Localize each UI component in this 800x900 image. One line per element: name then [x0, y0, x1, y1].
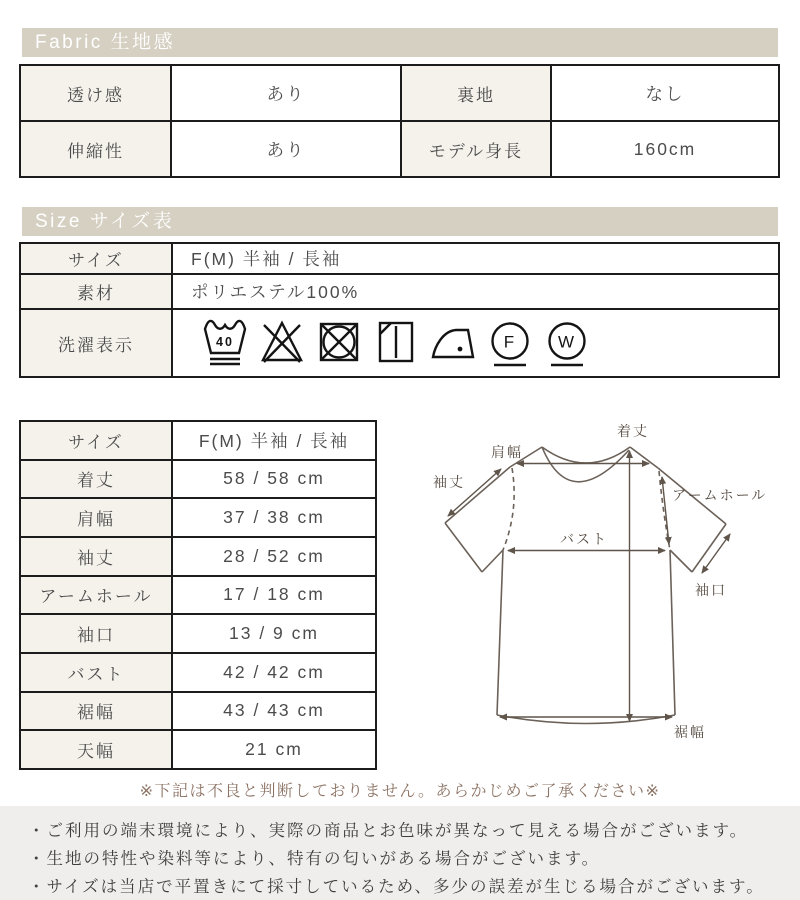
diagram-label-cuff: 袖口 [695, 582, 727, 598]
tshirt-measurement-diagram [400, 415, 800, 785]
svg-text:40: 40 [216, 335, 234, 349]
meas-label-top-width: 天幅 [20, 730, 172, 769]
fabric-label-sheerness: 透け感 [20, 65, 171, 121]
table-row [20, 243, 779, 274]
table-row [20, 274, 779, 309]
spec-label-size: サイズ [20, 243, 172, 274]
meas-value-shoulder-width: 37 / 38 cm [172, 498, 376, 537]
fabric-label-stretch: 伸縮性 [20, 121, 171, 177]
table-row [20, 421, 376, 460]
size-section-header [22, 207, 778, 236]
meas-value-sleeve-length: 28 / 52 cm [172, 537, 376, 576]
meas-label-sleeve-length: 袖丈 [20, 537, 172, 576]
meas-value-armhole: 17 / 18 cm [172, 576, 376, 615]
table-row [20, 692, 376, 731]
table-row [20, 460, 376, 499]
care-symbols-row [191, 315, 778, 371]
meas-value-body-length: 58 / 58 cm [172, 460, 376, 499]
svg-text:F: F [503, 332, 517, 352]
meas-label-hem-width: 裾幅 [20, 692, 172, 731]
fabric-value-sheerness: あり [171, 65, 401, 121]
table-row [20, 576, 376, 615]
diagram-label-sleeve-length: 袖丈 [433, 474, 465, 490]
meas-value-hem-width: 43 / 43 cm [172, 692, 376, 731]
note-size-tolerance: ・サイズは当店で平置きにて採寸しているため、多少の誤差が生じる場合がございます。 [28, 878, 765, 896]
meas-label-body-length: 着丈 [20, 460, 172, 499]
table-row [20, 653, 376, 692]
meas-header-value: F(M) 半袖 / 長袖 [172, 421, 376, 460]
table-row [20, 730, 376, 769]
spec-label-care: 洗濯表示 [20, 309, 172, 377]
diagram-label-shoulder-width: 肩幅 [491, 444, 523, 460]
wash-40-very-gentle-icon [202, 315, 248, 371]
fabric-value-lining: なし [551, 65, 779, 121]
table-row [20, 65, 779, 121]
no-tumble-dry-icon [316, 315, 362, 371]
svg-text:W: W [557, 332, 577, 352]
line-dry-in-shade-icon [373, 315, 419, 371]
meas-value-bust: 42 / 42 cm [172, 653, 376, 692]
meas-header-label: サイズ [20, 421, 172, 460]
meas-value-top-width: 21 cm [172, 730, 376, 769]
cuff-arrow [702, 534, 730, 573]
meas-label-shoulder-width: 肩幅 [20, 498, 172, 537]
meas-label-cuff: 袖口 [20, 614, 172, 653]
no-bleach-icon [259, 315, 305, 371]
spec-table [19, 242, 780, 378]
iron-low-heat-icon [430, 315, 476, 371]
notice-title: ※下記は不良と判断しておりません。あらかじめご了承ください※ [139, 783, 661, 800]
spec-value-material: ポリエステル100% [172, 274, 779, 309]
table-row [20, 121, 779, 177]
fabric-label-lining: 裏地 [401, 65, 551, 121]
fabric-section-title: Fabric 生地感 [35, 32, 176, 53]
table-row [20, 537, 376, 576]
fabric-table [19, 64, 780, 178]
table-row [20, 614, 376, 653]
fabric-value-model-height: 160cm [551, 121, 779, 177]
table-row [20, 498, 376, 537]
care-symbols-cell [172, 309, 779, 377]
fabric-label-model-height: モデル身長 [401, 121, 551, 177]
note-device-color: ・ご利用の端末環境により、実際の商品とお色味が異なって見える場合がございます。 [28, 822, 749, 840]
diagram-label-bust: バスト [560, 531, 608, 547]
diagram-label-armhole: アームホール [672, 487, 768, 503]
meas-label-bust: バスト [20, 653, 172, 692]
meas-label-armhole: アームホール [20, 576, 172, 615]
note-fabric-smell: ・生地の特性や染料等により、特有の匂いがある場合がございます。 [28, 850, 601, 868]
dry-clean-F-gentle-icon [487, 315, 533, 371]
spec-value-size: F(M) 半袖 / 長袖 [172, 243, 779, 274]
measurements-table [19, 420, 377, 770]
diagram-label-hem-width: 裾幅 [674, 724, 706, 740]
wet-clean-W-gentle-icon [544, 315, 590, 371]
fabric-value-stretch: あり [171, 121, 401, 177]
size-section-title: Size サイズ表 [35, 211, 175, 232]
notes-box [0, 806, 800, 900]
diagram-label-body-length: 着丈 [617, 423, 649, 439]
table-row [20, 309, 779, 377]
fabric-section-header [22, 28, 778, 57]
spec-label-material: 素材 [20, 274, 172, 309]
meas-value-cuff: 13 / 9 cm [172, 614, 376, 653]
